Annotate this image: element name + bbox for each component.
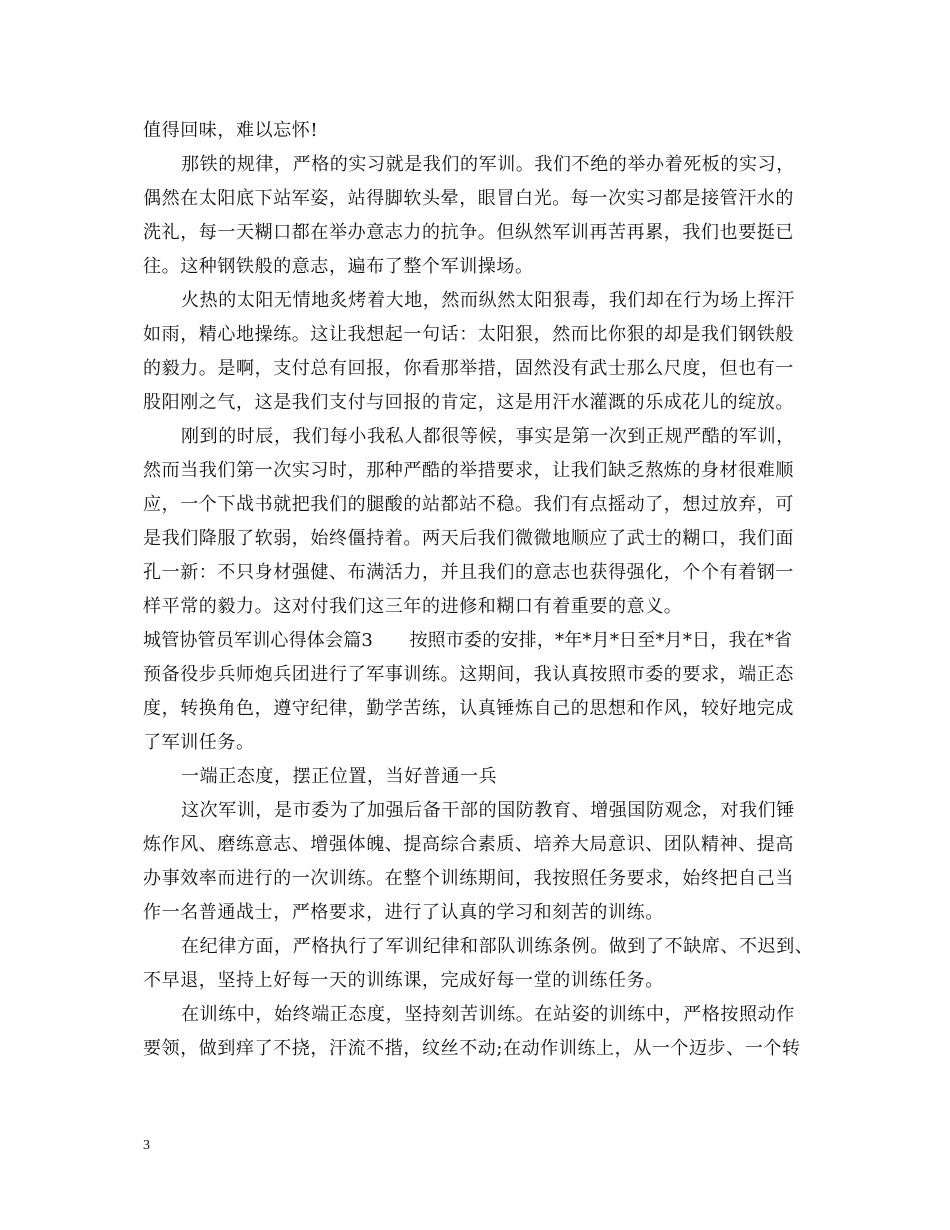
text-line: 洗礼，每一天糊口都在举办意志力的抗争。但纵然军训再苦再累，我们也要挺已	[143, 222, 794, 243]
section-heading: 一端正态度，摆正位置，当好普通一兵	[181, 766, 498, 787]
text-line: 在训练中，始终端正态度，坚持刻苦训练。在站姿的训练中，严格按照动作	[181, 1004, 795, 1025]
text-line: 孔一新：不只身材强健、布满活力，并且我们的意志也获得强化，个个有着钢一	[143, 562, 794, 583]
text-line: 度，转换角色，遵守纪律，勤学苦练，认真锤炼自己的思想和作风，较好地完成	[143, 698, 794, 719]
text-line: 这次军训，是市委为了加强后备干部的国防教育、增强国防观念，对我们锤	[181, 800, 795, 821]
text-line: 那铁的规律，严格的实习就是我们的军训。我们不绝的举办着死板的实习，	[181, 154, 795, 175]
text-line: 然而当我们第一次实习时，那种严酷的举措要求，让我们缺乏熬炼的身材很难顺	[143, 460, 794, 481]
page-number: 3	[143, 1138, 150, 1153]
text-line: 在纪律方面，严格执行了军训纪律和部队训练条例。做到了不缺席、不迟到、	[181, 936, 814, 957]
text-line: 了军训任务。	[143, 732, 255, 753]
text-line: 的毅力。是啊，支付总有回报，你看那举措，固然没有武士那么尺度，但也有一	[143, 358, 794, 379]
text-line: 炼作风、磨练意志、增强体魄、提高综合素质、培养大局意识、团队精神、提高	[143, 834, 794, 855]
text-line: 如雨，精心地操练。这让我想起一句话：太阳狠，然而比你狠的却是我们钢铁般	[143, 324, 794, 345]
text-line: 偶然在太阳底下站军姿，站得脚软头晕，眼冒白光。每一次实习都是接管汗水的	[143, 188, 794, 209]
text-line: 办事效率而进行的一次训练。在整个训练期间，我按照任务要求，始终把自己当	[143, 868, 794, 889]
text-line: 刚到的时辰，我们每小我私人都很等候，事实是第一次到正规严酷的军训，	[181, 426, 795, 447]
text-line: 值得回味，难以忘怀!	[143, 120, 319, 141]
text-line: 城管协管员军训心得体会篇3 按照市委的安排，*年*月*日至*月*日，我在*省	[143, 630, 793, 651]
text-line: 应，一个下战书就把我们的腿酸的站都站不稳。我们有点摇动了，想过放弃，可	[143, 494, 794, 515]
text-line: 要领，做到痒了不挠，汗流不揩，纹丝不动;在动作训练上，从一个迈步、一个转	[143, 1038, 801, 1059]
text-line: 股阳刚之气，这是我们支付与回报的肯定，这是用汗水灌溉的乐成花儿的绽放。	[143, 392, 794, 413]
text-line: 预备役步兵师炮兵团进行了军事训练。这期间，我认真按照市委的要求，端正态	[143, 664, 794, 685]
text-line: 火热的太阳无情地炙烤着大地，然而纵然太阳狠毒，我们却在行为场上挥汗	[181, 290, 795, 311]
text-line: 往。这种钢铁般的意志，遍布了整个军训操场。	[143, 256, 534, 277]
text-line: 作一名普通战士，严格要求，进行了认真的学习和刻苦的训练。	[143, 902, 664, 923]
text-line: 样平常的毅力。这对付我们这三年的进修和糊口有着重要的意义。	[143, 596, 683, 617]
text-line: 是我们降服了软弱，始终僵持着。两天后我们微微地顺应了武士的糊口，我们面	[143, 528, 794, 549]
text-line: 不早退，坚持上好每一天的训练课，完成好每一堂的训练任务。	[143, 970, 664, 991]
